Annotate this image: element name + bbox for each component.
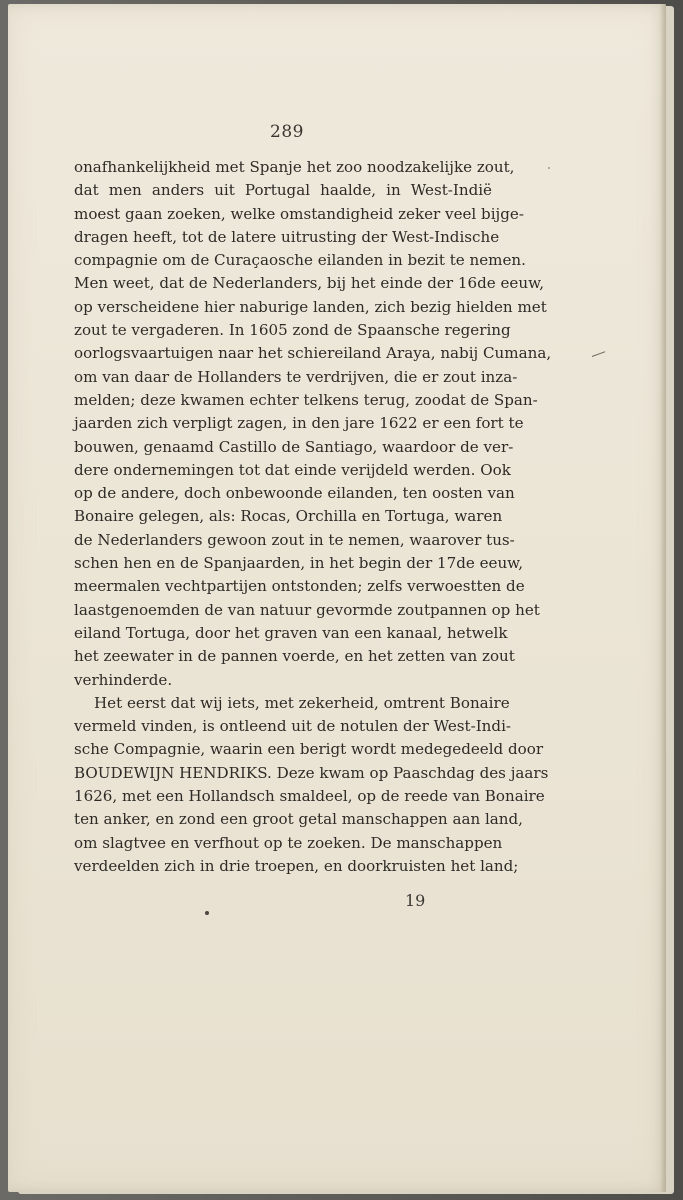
text-line: dat men anders uit Portugal haalde, in West-Indië: [74, 181, 492, 200]
text-line: op de andere, doch onbewoonde eilanden, ten oosten van: [74, 484, 515, 503]
text-line: oorlogsvaartuigen naar het schiereiland Araya, nabij Cumana,: [74, 344, 552, 363]
text-line: het zeewater in de pannen voerde, en het zetten van zout: [74, 647, 515, 666]
text-line: om van daar de Hollanders te verdrijven, die er zout inza-: [74, 367, 518, 386]
text-line: melden; deze kwamen echter telkens terug, zoodat de Span-: [74, 390, 538, 409]
text-line: verhinderde.: [74, 670, 173, 689]
text-line: verdeelden zich in drie troepen, en doorkruisten het land;: [74, 856, 519, 875]
text-line: BOUDEWIJN HENDRIKS. Deze kwam op Paaschdag des jaars: [74, 763, 549, 782]
text-line: onafhankelijkheid met Spanje het zoo noodzakelijke zout,: [74, 158, 515, 176]
text-line: dragen heeft, tot de latere uitrusting der West-Indische: [74, 227, 500, 246]
text-line: compagnie om de Curaçaosche eilanden in bezit te nemen.: [74, 251, 526, 270]
text-line: Men weet, dat de Nederlanders, bij het einde der 16de eeuw,: [74, 274, 544, 293]
text-line: 1626, met een Hollandsch smaldeel, op de reede van Bonaire: [74, 787, 545, 806]
text-line: op verscheidene hier naburige landen, zich bezig hielden met: [74, 297, 547, 316]
text-line: eiland Tortuga, door het graven van een kanaal, hetwelk: [74, 623, 508, 642]
book-page: [8, 4, 666, 1192]
text-line: Het eerst dat wij iets, met zekerheid, omtrent Bonaire: [94, 693, 510, 712]
page-number: 289: [270, 122, 304, 142]
signature-mark: 19: [405, 891, 426, 910]
text-line: om slagtvee en verfhout op te zoeken. De manschappen: [74, 833, 503, 852]
text-line: sche Compagnie, waarin een berigt wordt medegedeeld door: [74, 740, 544, 759]
text-line: de Nederlanders gewoon zout in te nemen, waarover tus-: [74, 530, 515, 549]
body-text: [74, 156, 552, 878]
text-line: zout te vergaderen. In 1605 zond de Spaansche regering: [74, 321, 511, 340]
ink-speck: [548, 167, 550, 169]
text-line: Bonaire gelegen, als: Rocas, Orchilla en Tortuga, waren: [74, 507, 503, 526]
text-line: jaarden zich verpligt zagen, in den jare 1622 er een fort te: [74, 414, 524, 433]
text-line: meermalen vechtpartijen ontstonden; zelfs verwoestten de: [74, 577, 525, 596]
page-edge: [660, 4, 666, 1192]
text-line: ten anker, en zond een groot getal manschappen aan land,: [74, 810, 523, 829]
margin-mark: [592, 351, 605, 357]
text-line: bouwen, genaamd Castillo de Santiago, waardoor de ver-: [74, 437, 514, 456]
text-line: schen hen en de Spanjaarden, in het begin der 17de eeuw,: [74, 554, 524, 573]
text-line: vermeld vinden, is ontleend uit de notulen der West-Indi-: [74, 717, 511, 736]
text-line: dere ondernemingen tot dat einde verijdeld werden. Ook: [74, 460, 511, 479]
text-line: laastgenoemden de van natuur gevormde zoutpannen op het: [74, 600, 540, 619]
text-line: moest gaan zoeken, welke omstandigheid zeker veel bijge-: [74, 204, 524, 223]
ink-speck: [205, 911, 209, 915]
